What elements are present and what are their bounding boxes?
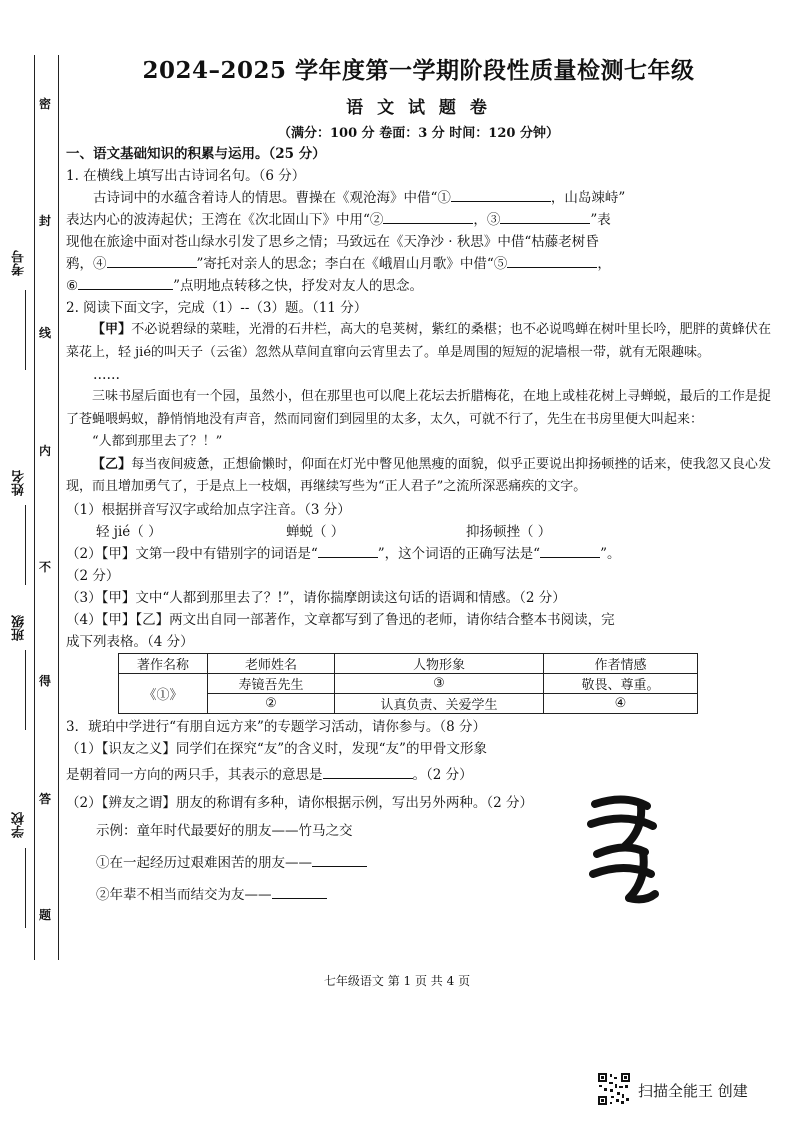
q2-sub4: （4）【甲】【乙】两文出自同一部著作，文章都写到了鲁迅的老师，请你结合整本书阅读，完 (66, 611, 615, 628)
q2-sub1: （1）根据拼音写汉字或给加点字注音。（3 分） (66, 501, 351, 518)
answer-blank-friend-1[interactable] (312, 852, 367, 867)
q3-item-text: ②年辈不相当而结交为友—— (96, 886, 272, 903)
seal-char: 答 (38, 792, 51, 806)
answer-blank-6[interactable] (78, 275, 173, 290)
scanner-watermark: 扫描全能王 创建 (638, 1082, 748, 1100)
answer-blank-2[interactable] (383, 209, 473, 224)
answer-blank-correct-word[interactable] (540, 543, 600, 558)
field-exam-number-label: 考号 (12, 250, 27, 276)
field-name-label: 姓名 (12, 470, 27, 496)
table-cell-book[interactable]: 《①》 (119, 673, 208, 713)
table-header: 人物形象 (335, 653, 544, 673)
answer-blank-1[interactable] (451, 187, 551, 202)
binding-line-inner (58, 55, 59, 960)
exam-subject: 语 文 试 题 卷 (346, 98, 491, 118)
q2-sub2 (66, 543, 771, 565)
passage-text: 每当夜间疲惫，正想偷懒时，仰面在灯光中瞥见他黑瘦的面貌，似乎正要说出抑扬顿挫的话来，使我忽又良心发现，而且增加勇气了，于是点上一枝烟，再继续写些为“正人君子”之流所深恶痛疾的文字。 (66, 456, 771, 494)
answer-blank-you-meaning[interactable] (323, 764, 413, 779)
seal-char: 题 (38, 908, 51, 922)
table-header-row (119, 653, 698, 673)
q2-sub1-items (66, 521, 771, 543)
q1-text-part: ”寄托对亲人的思念；李白在《峨眉山月歌》中借“⑤ (196, 256, 508, 272)
q1-text-part: ⑥ (66, 278, 79, 294)
exam-title: 2024–2025 学年度第一学期阶段性质量检测七年级 (142, 57, 695, 84)
answer-blank-friend-2[interactable] (272, 884, 327, 899)
teacher-table (118, 653, 698, 714)
q3-item-1 (66, 852, 771, 874)
q2-sub2-part: ”。 (600, 545, 621, 562)
q1-text (66, 253, 771, 275)
q3-sub1: （1）【识友之义】同学们在探究“友”的含义时，发现“友”的甲骨文形象 (66, 740, 487, 757)
table-cell[interactable]: ④ (544, 693, 698, 713)
answer-blank-5[interactable] (507, 253, 597, 268)
pinyin-item[interactable]: 蝉蜕（ ） (286, 523, 345, 540)
score-info: （满分：100 分 卷面：3 分 时间：120 分钟） (278, 126, 559, 141)
q1-text (66, 187, 771, 209)
passage-text: 不必说碧绿的菜畦，光滑的石井栏，高大的皂荚树，紫红的桑椹；也不必说鸣蝉在树叶里长吟，肥胖的黄蜂伏在菜花上，轻 jié的叫天子（云雀）忽然从草间直窜向云宵里去了。单是周围的短短的泥墙根一带，就有无限趣味。 (66, 322, 771, 360)
q2-sub2-part: ”，这个词语的正确写法是“ (377, 545, 541, 562)
seal-char: 内 (38, 444, 51, 458)
q1-text-part: ”点明地点转移之快，抒发对友人的思念。 (173, 278, 424, 294)
q2-sub4-cont: 成下列表格。（4 分） (66, 633, 194, 650)
q1-text (66, 209, 771, 231)
table-cell: 认真负责、关爱学生 (335, 693, 544, 713)
q1-text: 现他在旅途中面对苍山绿水引发了思乡之情；马致远在《天净沙 · 秋思》中借“枯藤老树昏 (66, 234, 599, 250)
q1-text-part: ， (597, 256, 611, 272)
passage-yi (66, 454, 771, 499)
table-cell: 寿镜吾先生 (208, 673, 335, 693)
table-cell[interactable]: ② (208, 693, 335, 713)
q1-text (66, 275, 771, 297)
q1-text-part: 古诗词中的水蕴含着诗人的情思。曹操在《观沧海》中借“① (93, 190, 451, 206)
field-name-line[interactable] (25, 505, 26, 585)
seal-char: 密 (38, 97, 51, 111)
section-title: 一、语文基础知识的积累与运用。（25 分） (66, 146, 326, 162)
binding-line-outer (34, 55, 35, 960)
passage-jia (66, 319, 771, 364)
passage-label: 【甲】 (92, 322, 132, 337)
q3-example: 示例：童年时代最要好的朋友——竹马之交 (96, 822, 353, 839)
passage-label: 【乙】 (92, 456, 132, 472)
q1-text-part: 表达内心的波涛起伏；王湾在《次北固山下》中用“② (66, 212, 384, 228)
table-header: 著作名称 (119, 653, 208, 673)
q2-sub3: （3）【甲】文中“人都到那里去了？!”，请你揣摩朗读这句话的语调和情感。（2 分） (66, 589, 566, 606)
q3-item-text: ①在一起经历过艰难困苦的朋友—— (96, 854, 312, 871)
field-school-label: 学校 (12, 812, 27, 838)
passage-quote: “人都到那里去了？！” (92, 434, 223, 449)
seal-char: 封 (38, 214, 51, 228)
table-header: 老师姓名 (208, 653, 335, 673)
table-header: 作者情感 (544, 653, 698, 673)
q2-sub2-part: （2）【甲】文第一段中有错别字的词语是“ (66, 545, 318, 562)
seal-char: 得 (38, 674, 51, 688)
q2-stem: 2. 阅读下面文字，完成（1）--（3）题。（11 分） (66, 300, 368, 316)
q3-sub1-part: 是朝着同一方向的两只手，其表示的意思是 (66, 766, 323, 783)
table-cell: 敬畏、尊重。 (544, 673, 698, 693)
q3-stem: 3．琥珀中学进行“有朋自远方来”的专题学习活动，请你参与。（8 分） (66, 718, 487, 735)
table-cell[interactable]: ③ (335, 673, 544, 693)
q2-sub2-score: （2 分） (66, 567, 120, 584)
q1-text-part: 鸦，④ (66, 256, 107, 272)
passage-jia-2: 三味书屋后面也有一个园，虽然小，但在那里也可以爬上花坛去折腊梅花，在地上或桂花树上寻蝉蜕，最后的工作是捉了苍蝇喂蚂蚁，静悄悄地没有声音，然而同窗们到园里的太多，太久，可就不行了，先生在书房里便大叫起来： (66, 389, 771, 427)
field-school-line[interactable] (25, 848, 26, 928)
q3-item-2 (66, 884, 771, 906)
answer-blank-wrong-word[interactable] (318, 543, 378, 558)
pinyin-item[interactable]: 轻 jié（ ） (96, 523, 162, 540)
qr-code-icon (597, 1072, 631, 1106)
q1-stem: 1. 在横线上填写出古诗词名句。（6 分） (66, 168, 306, 184)
answer-blank-3[interactable] (500, 209, 590, 224)
q3-sub1-part: 。（2 分） (412, 766, 473, 783)
passage-ellipsis: …… (93, 367, 120, 383)
page-footer: 七年级语文 第 1 页 共 4 页 (323, 974, 471, 988)
q1-text-part: ，山岛竦峙” (550, 190, 626, 206)
q3-sub1-cont (66, 764, 771, 786)
seal-char: 线 (38, 326, 51, 340)
answer-blank-4[interactable] (107, 253, 197, 268)
binding-margin (0, 0, 62, 960)
q1-text-part: ，③ (473, 212, 501, 228)
field-class-label: 班级 (12, 615, 27, 641)
q3-sub2: （2）【辨友之谓】朋友的称谓有多种，请你根据示例，写出另外两种。（2 分） (66, 794, 533, 811)
field-class-line[interactable] (25, 650, 26, 730)
exam-content (66, 52, 771, 906)
pinyin-item[interactable]: 抑扬顿挫（ ） (466, 523, 552, 540)
table-row (119, 673, 698, 693)
seal-char: 不 (38, 560, 51, 574)
q1-text-part: ”表 (590, 212, 611, 228)
field-exam-number-line[interactable] (25, 290, 26, 370)
oracle-bone-you-glyph (585, 790, 665, 910)
